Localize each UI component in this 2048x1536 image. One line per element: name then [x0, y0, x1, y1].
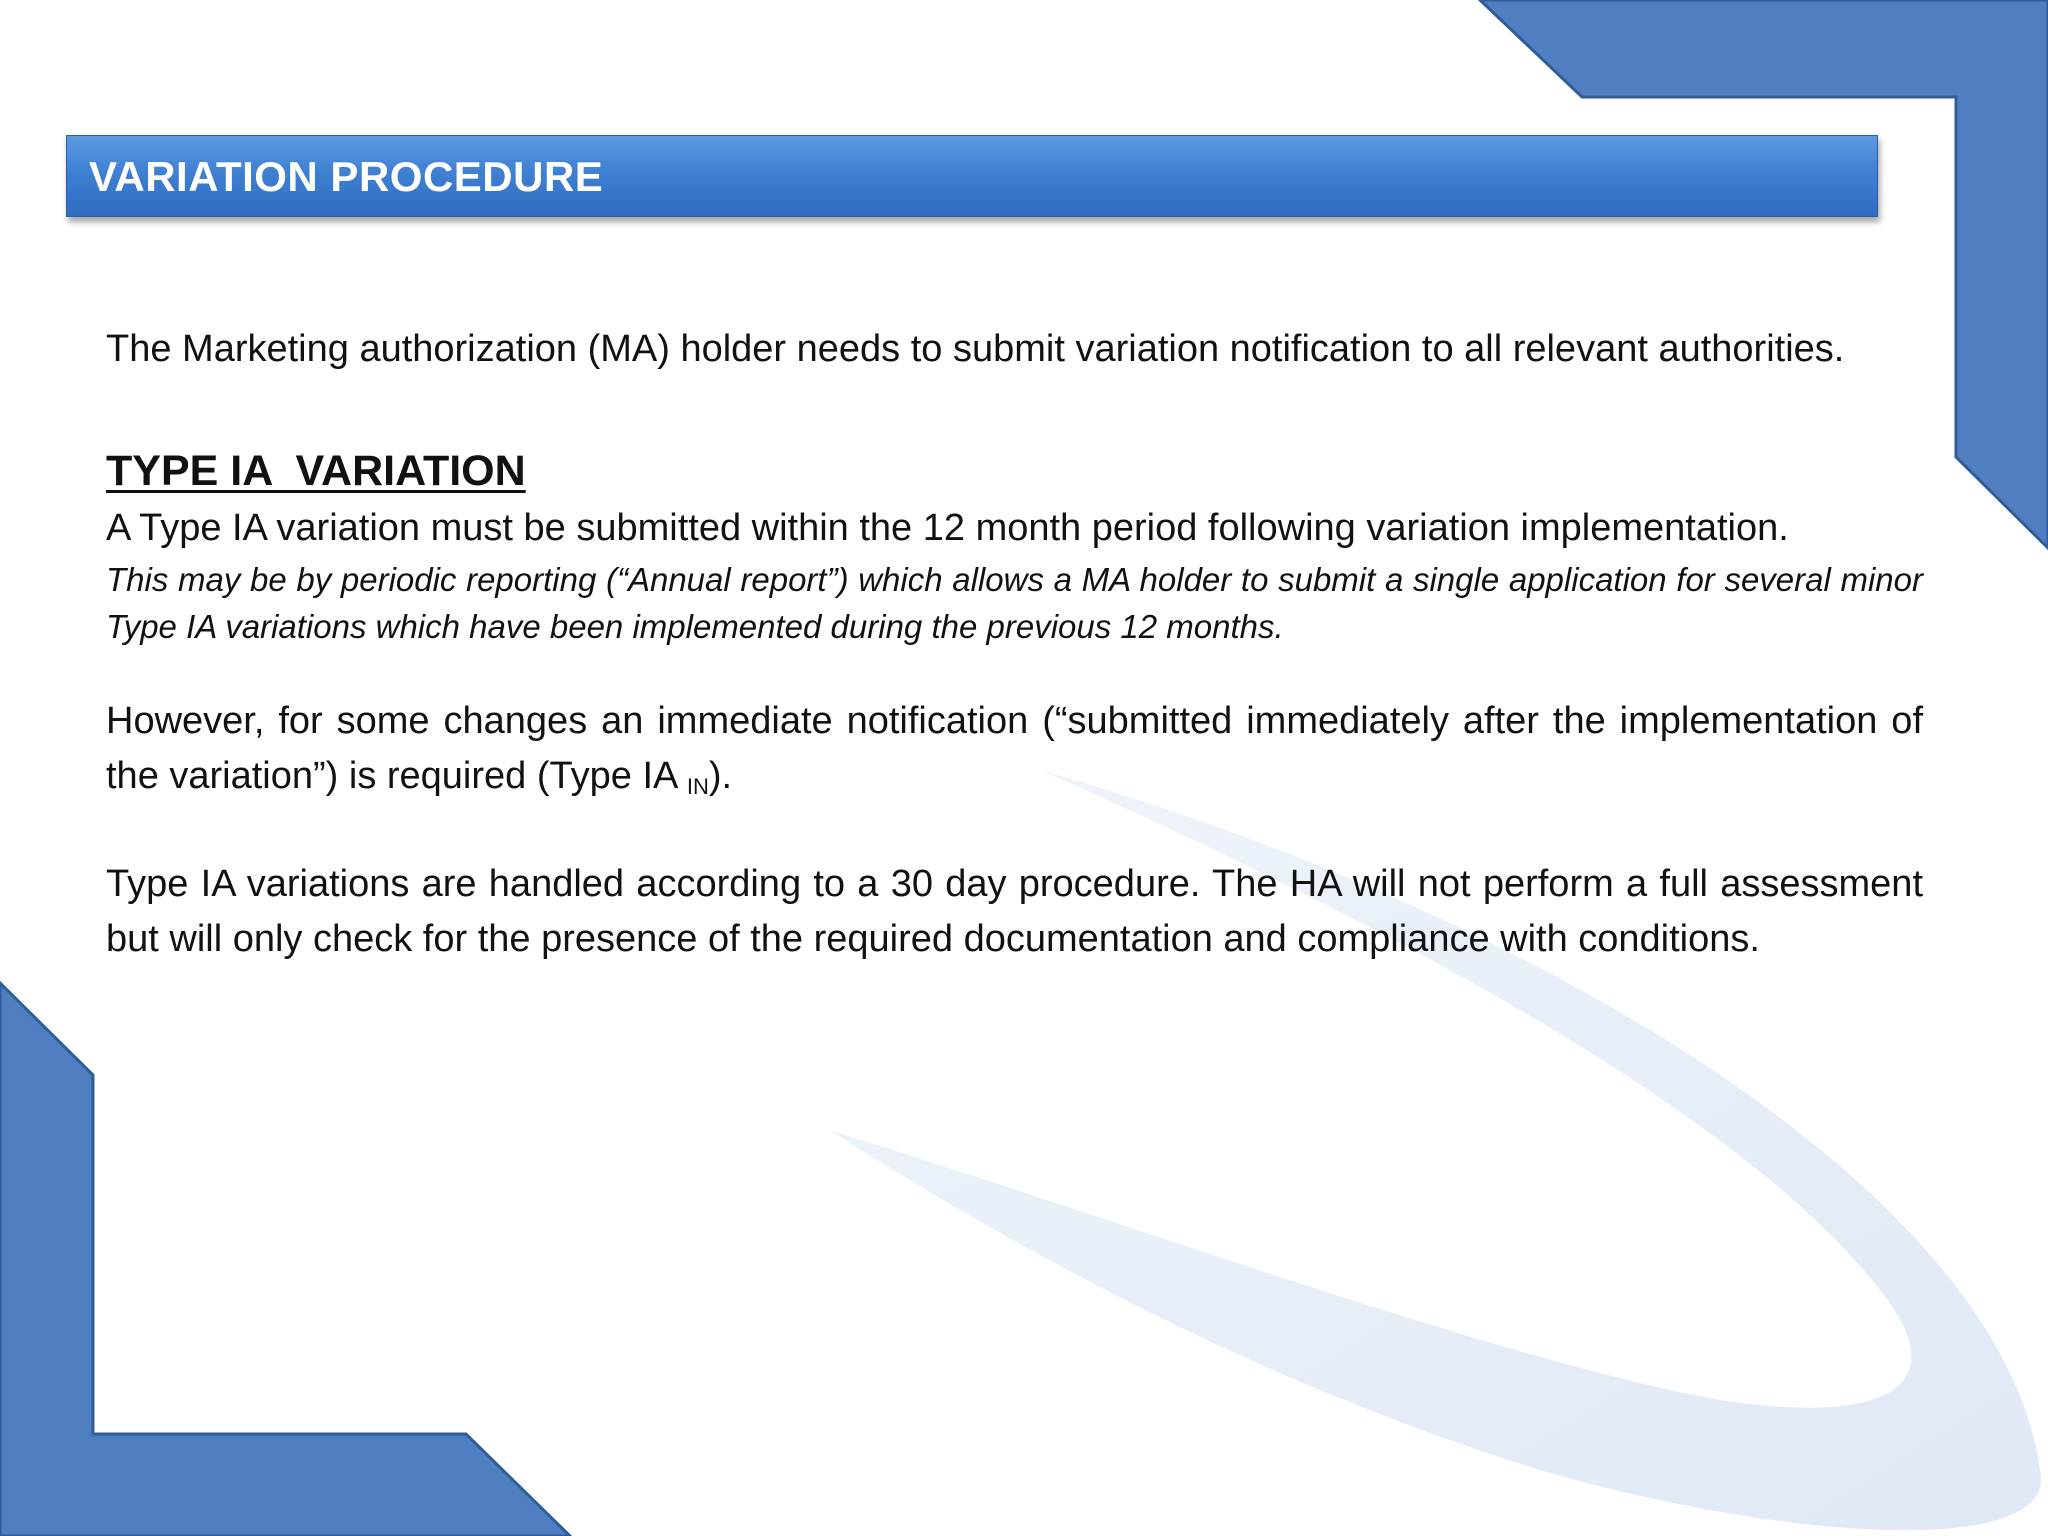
type-ia-paragraph: A Type IA variation must be submitted within the 12 month period following variation implementation. [106, 507, 1789, 549]
slide-content [106, 322, 1923, 967]
immediate-notification-close: ). [708, 755, 733, 797]
bottom-left-corner-frame [0, 983, 570, 1536]
type-ia-in-subscript: IN [686, 774, 709, 799]
immediate-notification-text: However, for some changes an immediate notification (“submitted immediately after the implementation of the variation”) is required (Type IA [106, 700, 1923, 797]
intro-paragraph: The Marketing authorization (MA) holder needs to submit variation notification to all relevant authorities. [106, 328, 1845, 370]
immediate-notification-paragraph [106, 694, 1923, 804]
slide-title: VARIATION PROCEDURE [89, 153, 604, 200]
title-bar [66, 135, 1878, 217]
annual-report-note: This may be by periodic reporting (“Annual report”) which allows a MA holder to submit a single application for several minor Type IA variations which have been implemented during the previous 12 months. [106, 561, 1923, 645]
procedure-paragraph: Type IA variations are handled according to a 30 day procedure. The HA will not perform a full assessment but will only check for the presence of the required documentation and compliance with conditions. [106, 863, 1923, 960]
section-heading: TYPE IA VARIATION [106, 447, 526, 495]
